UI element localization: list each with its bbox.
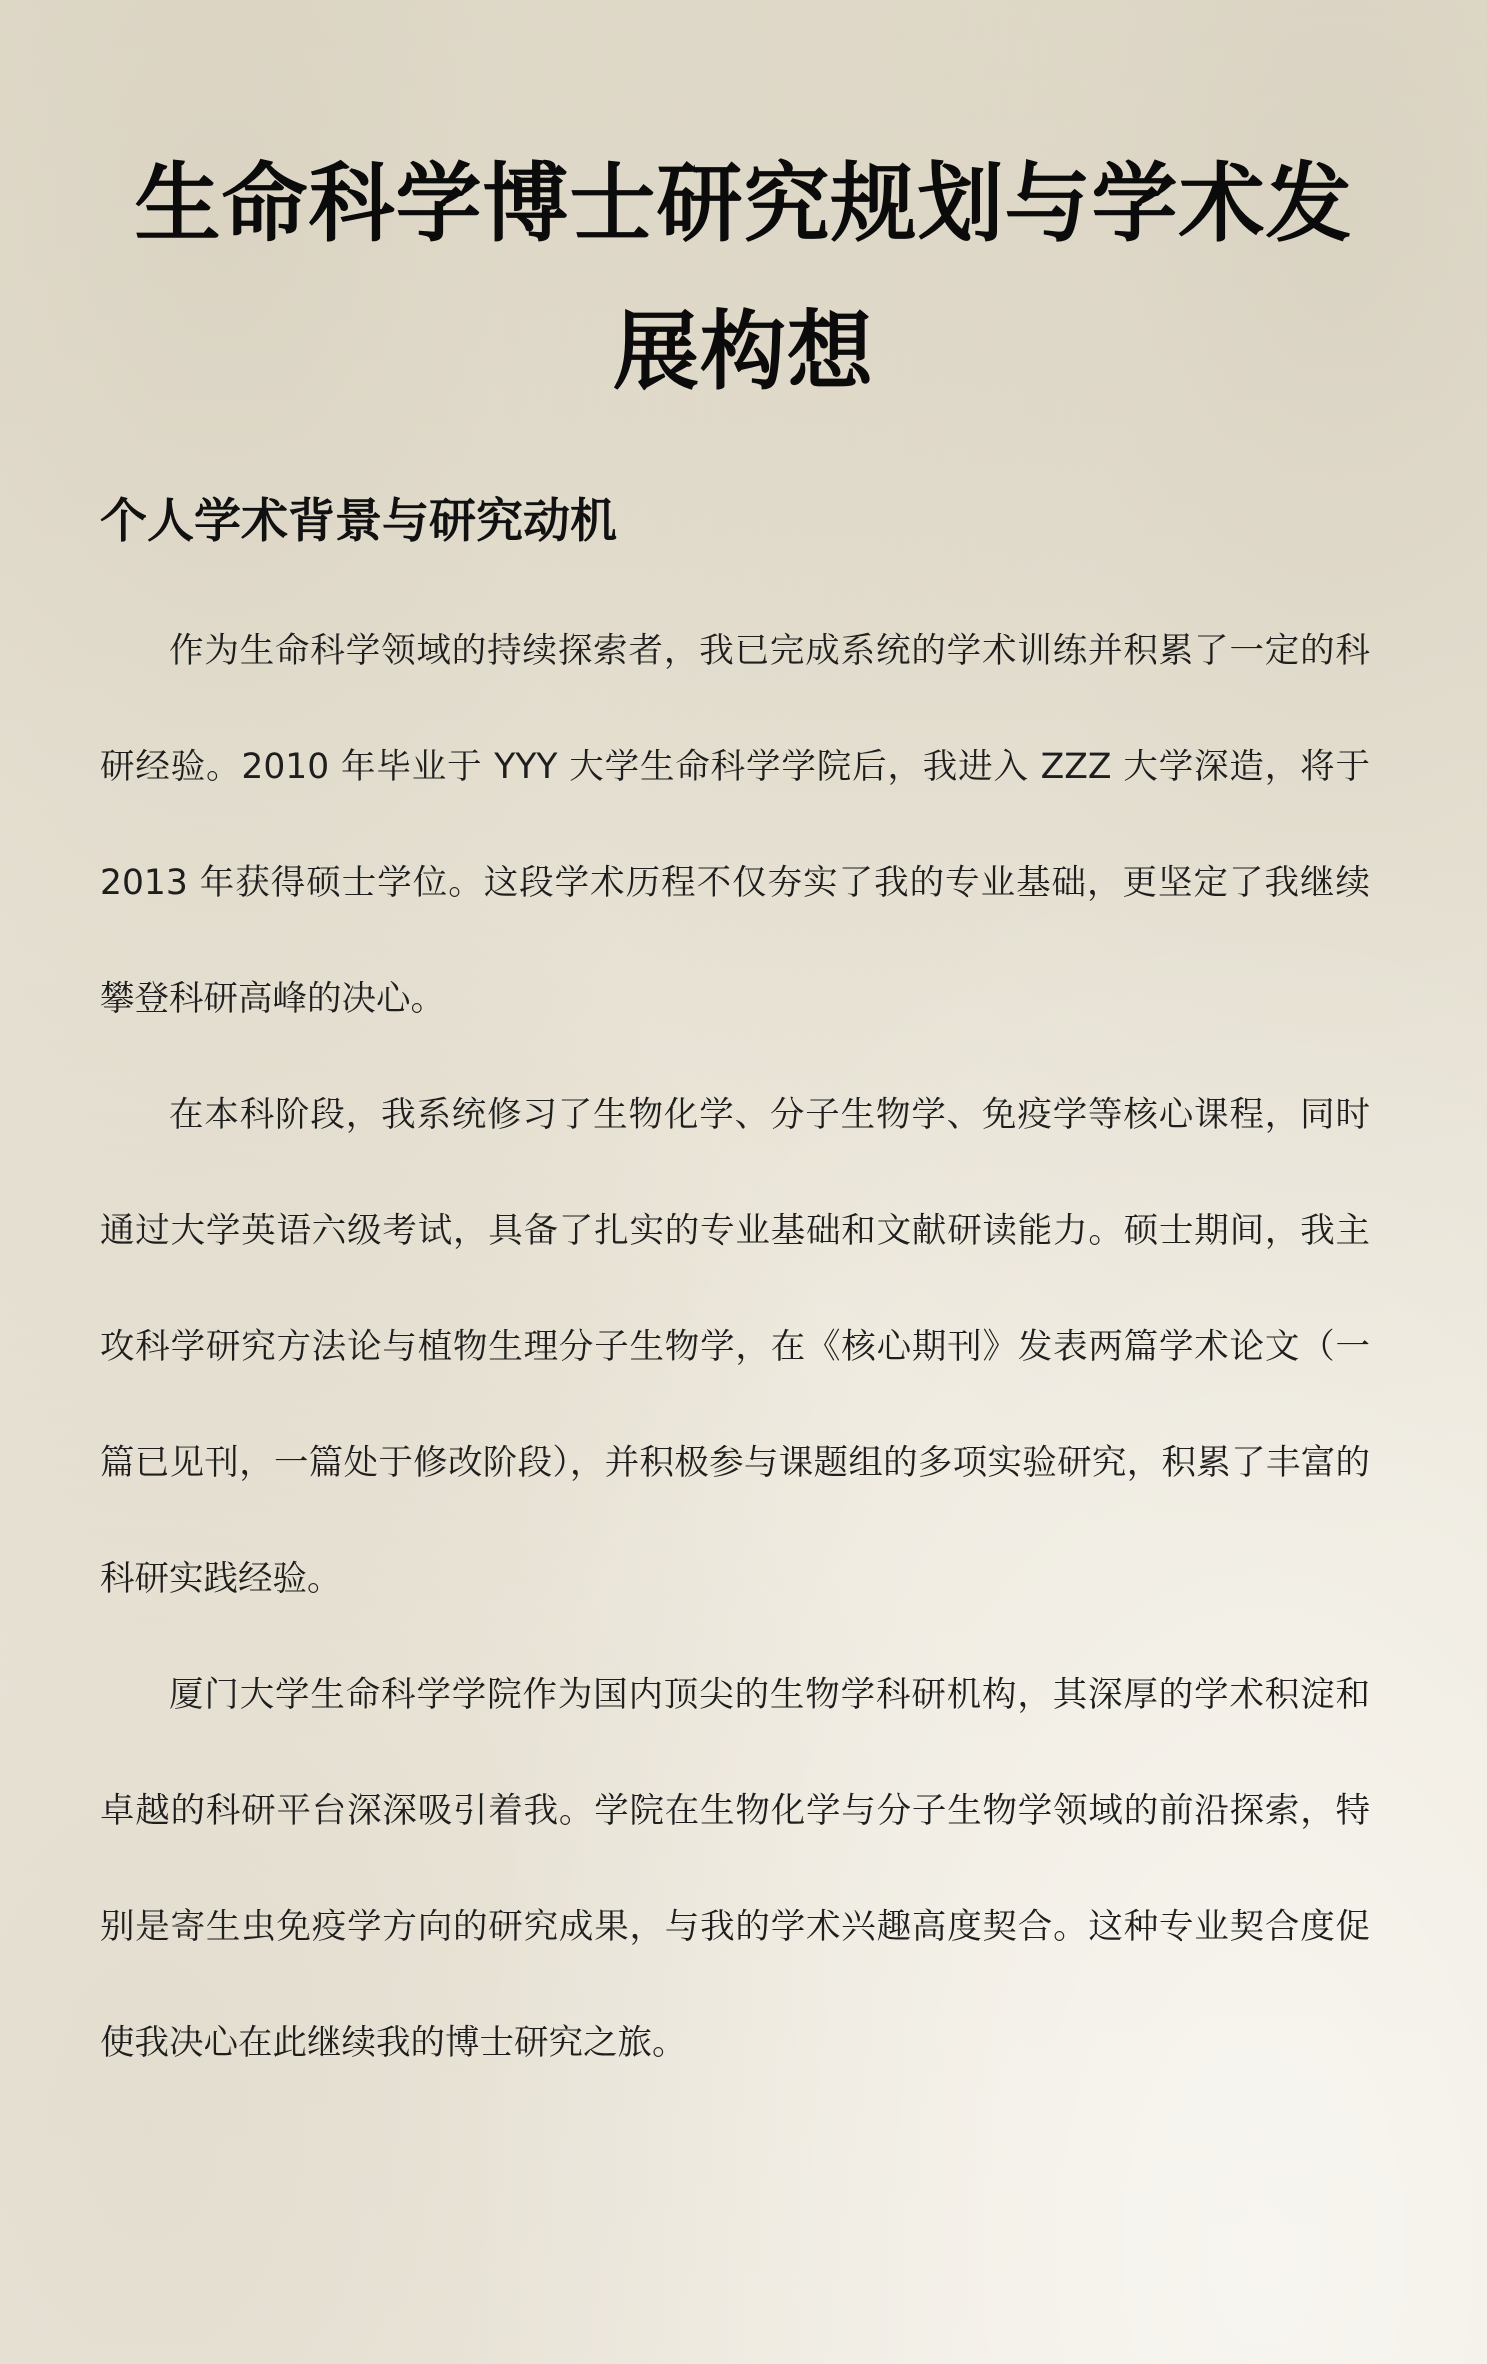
document-title: 生命科学博士研究规划与学术发展构想 xyxy=(134,154,1353,402)
paragraph: 厦门大学生命科学学院作为国内顶尖的生物学科研机构，其深厚的学术积淀和卓越的科研平台深深吸引着我。学院在生物化学与分子生物学领域的前沿探索，特别是寄生虫免疫学方向的研究成果，与我的学术兴趣高度契合。这种专业契合度促使我决心在此继续我的博士研究之旅。 xyxy=(100,1675,1370,2063)
section-heading: 个人学术背景与研究动机 xyxy=(100,494,617,549)
paragraph: 作为生命科学领域的持续探索者，我已完成系统的学术训练并积累了一定的科研经验。2010 年毕业于 YYY 大学生命科学学院后，我进入 ZZZ 大学深造，将于 2013 年获得硕士学位。这段学术历程不仅夯实了我的专业基础，更坚定了我继续攀登科研高峰的决心。 xyxy=(100,631,1370,1019)
paragraph: 在本科阶段，我系统修习了生物化学、分子生物学、免疫学等核心课程，同时通过大学英语六级考试，具备了扎实的专业基础和文献研读能力。硕士期间，我主攻科学研究方法论与植物生理分子生物学，在《核心期刊》发表两篇学术论文（一篇已见刊，一篇处于修改阶段），并积极参与课题组的多项实验研究，积累了丰富的科研实践经验。 xyxy=(100,1095,1370,1599)
section-body xyxy=(100,593,1370,2101)
